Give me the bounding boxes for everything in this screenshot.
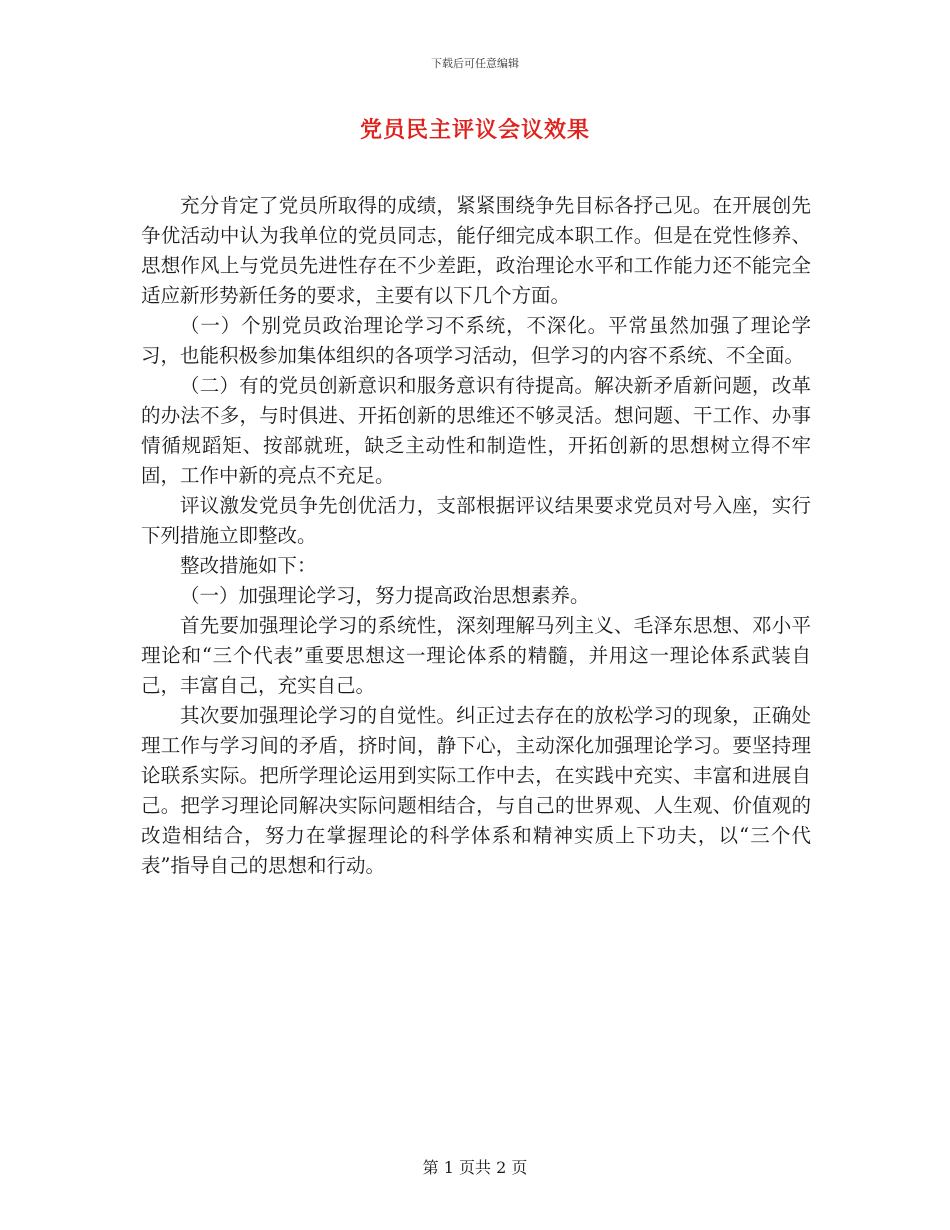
document-title: 党员民主评议会议效果 bbox=[359, 117, 590, 143]
paragraph-measure-1-second: 其次要加强理论学习的自觉性。纠正过去存在的放松学习的现象，正确处理工作与学习间的矛盾，挤时间，静下心，主动深化加强理论学习。要坚持理论联系实际。把所学理论运用到实际工作中去，在实践中充实、丰富和进展自己。把学习理论同解决实际问题相结合，与自己的世界观、人生观、价值观的改造相结合，努力在掌握理论的科学体系和精神实质上下功夫，以“三个代表”指导自己的思想和行动。 bbox=[141, 704, 811, 877]
paragraph-measure-1-first: 首先要加强理论学习的系统性，深刻理解马列主义、毛泽东思想、邓小平理论和“三个代表”重要思想这一理论体系的精髓，并用这一理论体系武装自己，丰富自己，充实自己。 bbox=[141, 614, 811, 697]
paragraph-measures-heading: 整改措施如下： bbox=[180, 554, 317, 577]
paragraph-issue-2: （二）有的党员创新意识和服务意识有待提高。解决新矛盾新问题，改革的办法不多，与时俱进、开拓创新的思维还不够灵活。想问题、干工作、办事情循规蹈矩、按部就班，缺乏主动性和制造性，开拓创新的思想树立得不牢固，工作中新的亮点不充足。 bbox=[141, 374, 811, 487]
paragraph-intro: 充分肯定了党员所取得的成绩，紧紧围绕争先目标各抒己见。在开展创先争优活动中认为我单位的党员同志，能仔细完成本职工作。但是在党性修养、思想作风上与党员先进性存在不少差距，政治理论水平和工作能力还不能完全适应新形势新任务的要求，主要有以下几个方面。 bbox=[141, 194, 811, 307]
header-note: 下载后可任意编辑 bbox=[431, 57, 519, 70]
paragraph-rectification-intro: 评议激发党员争先创优活力，支部根据评议结果要求党员对号入座，实行下列措施立即整改。 bbox=[141, 494, 811, 547]
page-number: 第 1 页共 2 页 bbox=[422, 1158, 528, 1177]
document-body bbox=[141, 191, 811, 881]
paragraph-measure-1-heading: （一）加强理论学习，努力提高政治思想素养。 bbox=[180, 584, 590, 607]
paragraph-issue-1: （一）个别党员政治理论学习不系统，不深化。平常虽然加强了理论学习，也能积极参加集体组织的各项学习活动，但学习的内容不系统、不全面。 bbox=[141, 314, 811, 367]
